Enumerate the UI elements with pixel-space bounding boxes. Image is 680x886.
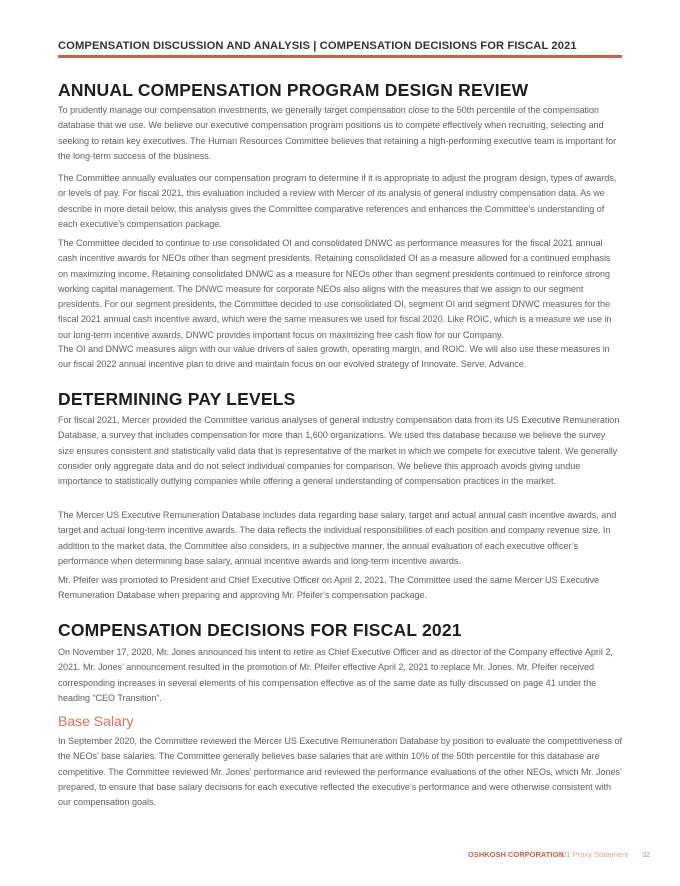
paragraph: The Committee annually evaluates our compensation program to determine if it is appropriate to adjust the program design, types of awards, or levels of pay. For fiscal 2021, this evaluation included a review with Mercer of its analysis of general industry compensation data. As we describe in more detail below, this analysis gives the Committee comparative references and enhances the Committee’s understanding of each executive’s compensation package. bbox=[58, 173, 617, 229]
paragraph: The Mercer US Executive Remuneration Database includes data regarding base salary, target and actual annual cash incentive awards, and target and actual long-term incentive awards. The data reflects the individual responsibilities of each position and company revenue size. In addition to the market data, the Committee also considers, in a subjective manner, the annual evaluation of each executive officer’s performance when determining base salary, annual incentive awards and long-term incentive awards. bbox=[58, 510, 617, 566]
section-heading-design-review: ANNUAL COMPENSATION PROGRAM DESIGN REVIEW bbox=[58, 80, 529, 100]
header-rule bbox=[58, 55, 622, 58]
paragraph: The Committee decided to continue to use consolidated OI and consolidated DNWC as performance measures for the fiscal 2021 annual cash incentive awards for NEOs other than segment presidents. Retaining consolidated OI as a measure allowed for a continued emphasis on maximizing income. Retaining consolidated DNWC as a measure for NEOs other than segment presidents continued to reinforce strong working capital management. The DNWC measure for corporate NEOs also aligns with the measures that we assign to our segment presidents. For our segment presidents, the Committee decided to use consolidated OI, segment OI and segment DNWC measures for the fiscal 2021 annual cash incentive award, which were the same measures we used for fiscal 2020. Like ROIC, which is a measure we use in our long-term incentive awards, DNWC provides important focus on maximizing free cash flow for our Company. bbox=[58, 238, 612, 340]
footer-document-title: 2021 Proxy Statement bbox=[554, 850, 629, 859]
subsection-heading-base-salary: Base Salary bbox=[58, 713, 134, 729]
paragraph: On November 17, 2020, Mr. Jones announced his intent to retire as Chief Executive Officer and as director of the Company effective April 2, 2021. Mr. Jones’ announcement resulted in the promotion of Mr. Pfeifer effective April 2, 2021 to replace Mr. Jones. Mr. Pfeifer received corresponding increases in several elements of his compensation effective as of the same date as fully discussed on page 41 under the heading “CEO Transition”. bbox=[58, 647, 613, 703]
paragraph: In September 2020, the Committee reviewed the Mercer US Executive Remuneration Database by position to evaluate the competitiveness of the NEOs’ base salaries. The Committee generally believes base salaries that are within 10% of the 50th percentile for this database are competitive. The Committee reviewed Mr. Jones’ performance and reviewed the performance evaluations of the other NEOs, which Mr. Jones’ prepared, to ensure that base salary decisions for each executive reflected the executive’s performance and were otherwise consistent with our compensation goals. bbox=[58, 736, 622, 808]
paragraph: Mr. Pfeifer was promoted to President and Chief Executive Officer on April 2, 2021. The Committee used the same Mercer US Executive Remuneration Database when preparing and approving Mr. Pfeifer’s compensation package. bbox=[58, 575, 600, 601]
page-number: 32 bbox=[642, 850, 651, 859]
running-header: COMPENSATION DISCUSSION AND ANALYSIS | COMPENSATION DECISIONS FOR FISCAL 2021 bbox=[58, 40, 577, 52]
footer-company: OSHKOSH CORPORATION bbox=[468, 850, 564, 859]
paragraph: To prudently manage our compensation investments, we generally target compensation close to the 50th percentile of the compensation database that we use. We believe our executive compensation program positions us to compete effectively when recruiting, selecting and seeking to retain key executives. The Human Resources Committee believes that retaining a high-performing executive team is important for the long-term success of the business. bbox=[58, 105, 617, 161]
paragraph: For fiscal 2021, Mercer provided the Committee various analyses of general industry compensation data from its US Executive Remuneration Database, a survey that includes compensation for more than 1,600 organizations. We used this database because we believe the survey size ensures consistent and statistically valid data that is representative of the market in which we compete for executive talent. We generally consider only aggregate data and do not select individual companies for comparison. We believe this approach avoids giving undue importance to statistically outlying companies while offering a general understanding of compensation practices in the market. bbox=[58, 415, 620, 487]
paragraph: The OI and DNWC measures align with our value drivers of sales growth, operating margin, and ROIC. We will also use these measures in our fiscal 2022 annual incentive plan to drive and maintain focus on our evolved strategy of Innovate. Serve. Advance. bbox=[58, 344, 610, 370]
section-heading-compensation-decisions: COMPENSATION DECISIONS FOR FISCAL 2021 bbox=[58, 620, 462, 640]
section-heading-pay-levels: DETERMINING PAY LEVELS bbox=[58, 389, 296, 409]
